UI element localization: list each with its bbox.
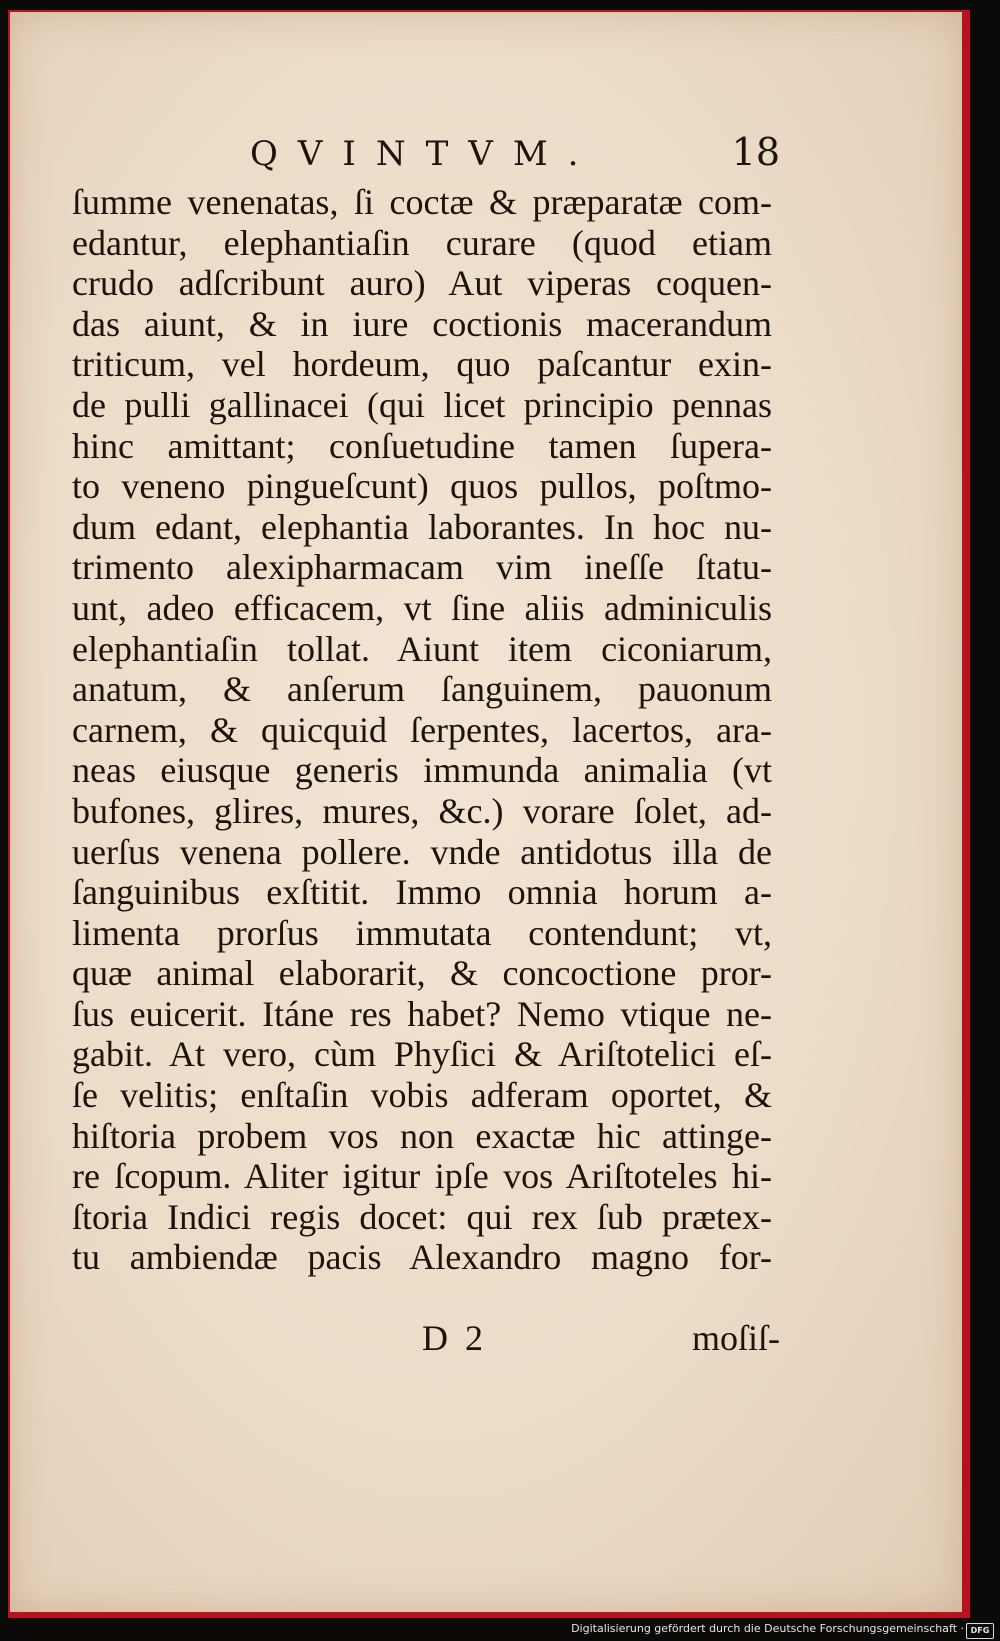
text-line: trimento alexipharmacam vim ineſſe ſtatu- [72,547,772,588]
page-header [240,130,780,190]
text-line: hinc amittant; conſuetudine tamen ſupera- [72,425,772,466]
text-line: tu ambiendæ pacis Alexandro magno for- [72,1237,772,1278]
body-text [72,182,772,1278]
text-line: elephantiaſin tollat. Aiunt item ciconiarum, [72,628,772,669]
text-line: ſtoria Indici regis docet: qui rex ſub prætex- [72,1196,772,1237]
text-line: bufones, glires, mures, &c.) vorare ſolet, ad- [72,790,772,831]
text-line: ſumme venenatas, ſi coctæ & præparatæ com- [72,182,772,222]
running-head: QVINTVM. [250,134,599,174]
text-line: neas eiusque generis immunda animalia (vt [72,750,772,791]
text-line: quæ animal elaborarit, & concoctione pror- [72,953,772,994]
text-line: ſe velitis; enſtaſin vobis adferam oportet, & [72,1075,772,1116]
text-line: re ſcopum. Aliter igitur ipſe vos Ariſtoteles hi- [72,1156,772,1197]
page-footer [410,1317,780,1367]
text-line: uerſus venena pollere. vnde antidotus illa de [72,831,772,872]
signature-mark: D 2 [422,1318,487,1358]
dfg-logo-icon: DFG [966,1623,994,1639]
text-line: das aiunt, & in iure coctionis macerandum [72,303,772,344]
text-line: gabit. At vero, cùm Phyſici & Ariſtotelici eſ- [72,1034,772,1075]
text-line: edantur, elephantiaſin curare (quod etiam [72,222,772,263]
dfg-credit-text: Digitalisierung gefördert durch die Deutsche Forschungsgemeinschaft · [571,1622,964,1635]
text-line: carnem, & quicquid ſerpentes, lacertos, ara- [72,709,772,750]
text-line: to veneno pingueſcunt) quos pullos, poſtmo- [72,466,772,507]
page-number: 18 [731,130,780,174]
text-line: hiſtoria probem vos non exactæ hic attinge- [72,1115,772,1156]
text-line: limenta prorſus immutata contendunt; vt, [72,912,772,953]
text-line: ſus euicerit. Itáne res habet? Nemo vtique ne- [72,993,772,1034]
text-line: ſanguinibus exſtitit. Immo omnia horum a- [72,872,772,913]
text-line: crudo adſcribunt auro) Aut viperas coquen- [72,263,772,304]
credit-bar [0,1620,1000,1641]
text-line: triticum, vel hordeum, quo paſcantur exin- [72,344,772,385]
text-line: anatum, & anſerum ſanguinem, pauonum [72,669,772,710]
text-line: de pulli gallinacei (qui licet principio pennas [72,384,772,425]
text-line: unt, adeo efficacem, vt ſine aliis adminiculis [72,587,772,628]
text-line: dum edant, elephantia laborantes. In hoc nu- [72,506,772,547]
book-page [10,12,962,1612]
catchword: moſiſ- [692,1318,780,1358]
